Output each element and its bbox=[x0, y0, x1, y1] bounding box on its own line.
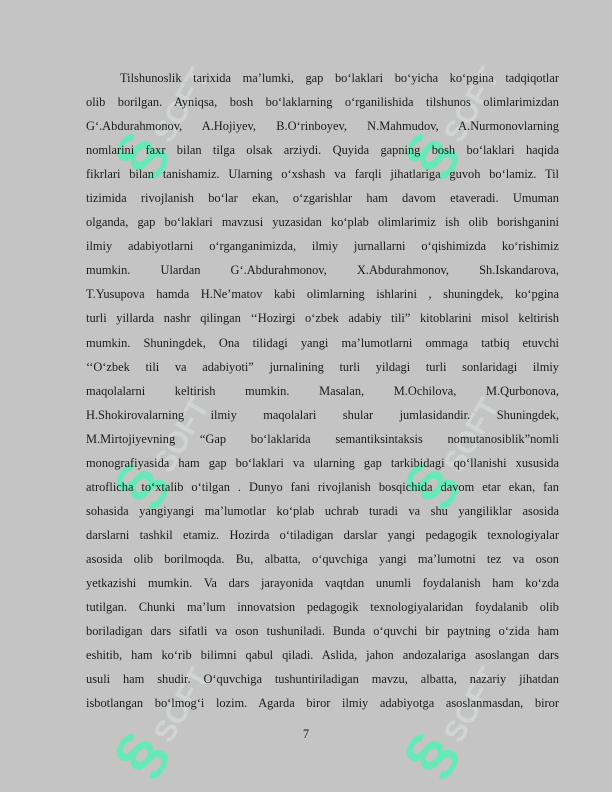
paragraph-line: turli yillarda nashr qilingan ‘‘Hozirgi o‘zbek adabiy tili” kitoblarini misol keltirish bbox=[86, 311, 559, 326]
paragraph-line: isbotlangan bo‘lmog‘i lozim. Agarda biror ilmiy adabiyotga asoslanmasdan, biror bbox=[86, 696, 559, 711]
paragraph-line: T.Yusupova hamda H.Ne’matov kabi olimlarning ishlarini , shuningdek, ko‘pgina bbox=[86, 287, 559, 302]
paragraph-line: olib borilgan. Ayniqsa, bosh bo‘laklarning o‘rganilishida tilshunos olimlarimizdan bbox=[86, 95, 559, 110]
watermark-label: SOFT bbox=[437, 392, 507, 479]
watermark-mark: § bbox=[99, 720, 180, 788]
watermark-mark: § bbox=[389, 120, 470, 188]
paragraph-line: G‘.Abdurahmonov, A.Hojiyev, B.O‘rinboyev, N.Mahmudov, A.Nurmonovlarning bbox=[86, 119, 559, 134]
watermark-mark: § bbox=[389, 450, 470, 518]
paragraph-line: fikrlari bilan tanishamiz. Ularning o‘xshash va farqli jihatlariga guvoh bo‘lamiz. Til bbox=[86, 167, 559, 182]
watermark-label: SOFT bbox=[147, 392, 217, 479]
watermark-mark: § bbox=[389, 720, 470, 788]
paragraph-line: asosida olib borilmoqda. Bu, albatta, o‘quvchiga yangi ma’lumotni tez va oson bbox=[86, 551, 559, 566]
watermark-label: SOFT bbox=[147, 62, 217, 149]
watermark-label: SOFT bbox=[437, 662, 507, 749]
watermark-mark: § bbox=[99, 120, 180, 188]
paragraph-line: M.Mirtojiyevning “Gap bo‘laklarida semantiksintaksis nomutanosiblik”nomli bbox=[86, 431, 559, 446]
paragraph-line: mumkin. Shuningdek, Ona tilidagi yangi ma’lumotlarni ommaga tatbiq etuvchi bbox=[86, 335, 559, 350]
paragraph-line: mumkin. Ulardan G‘.Abdurahmonov, X.Abdurahmonov, Sh.Iskandarova, bbox=[86, 263, 559, 278]
watermark-mark: § bbox=[99, 450, 180, 518]
watermark-label: SOFT bbox=[437, 62, 507, 149]
paragraph-line: ‘‘O‘zbek tili va adabiyoti” jurnalining turli yildagi turli sonlaridagi ilmiy bbox=[86, 359, 559, 374]
paragraph-line: atroflicha to‘xtalib o‘tilgan . Dunyo fani rivojlanish bosqichida davom etar ekan, fan bbox=[86, 479, 559, 494]
paragraph-line: nomlarini faxr bilan tilga olsak arziydi. Quyida gapning bosh bo‘laklari haqida bbox=[86, 143, 559, 158]
page-number: 7 bbox=[302, 727, 310, 741]
paragraph-line: H.Shokirovalarning ilmiy maqolalari shular jumlasidandir. Shuningdek, bbox=[86, 407, 559, 422]
paragraph-line: eshitib, ham ko‘rib bilimni qabul qiladi. Aslida, jahon andozalariga asoslangan dars bbox=[86, 648, 559, 663]
paragraph-line: tizimida rivojlanish bo‘lar ekan, o‘zgarishlar ham davom etaveradi. Umuman bbox=[86, 191, 559, 206]
body-paragraph bbox=[86, 66, 559, 715]
paragraph-line: Tilshunoslik tarixida ma’lumki, gap bo‘laklari bo‘yicha ko‘pgina tadqiqotlar bbox=[120, 71, 559, 85]
paragraph-line: boriladigan dars sifatli va oson tushuniladi. Bunda o‘quvchi bir paytning o‘zida ham bbox=[86, 624, 559, 639]
paragraph-line: maqolalarni keltirish mumkin. Masalan, M.Ochilova, M.Qurbonova, bbox=[86, 383, 559, 398]
paragraph-line: monografiyasida ham gap bo‘laklari va ularning gap tarkibidagi qo‘llanishi xususida bbox=[86, 455, 559, 470]
paragraph-line: tutilgan. Chunki ma’lum innovatsion pedagogik texnologiyalaridan foydalanib olib bbox=[86, 600, 559, 615]
paragraph-line: darslarni tashkil etamiz. Hozirda o‘tiladigan darslar yangi pedagogik texnologiyalar bbox=[86, 527, 559, 542]
paragraph-line: ilmiy adabiyotlarni o‘rganganimizda, ilmiy jurnallarni o‘qishimizda ko‘rishimiz bbox=[86, 239, 559, 254]
watermark-label: SOFT bbox=[147, 662, 217, 749]
paragraph-line: usuli ham shudir. O‘quvchiga tushuntiriladigan mavzu, albatta, nazariy jihatdan bbox=[86, 672, 559, 687]
paragraph-line: sohasida yangiyangi ma’lumotlar ko‘plab uchrab turadi va shu yangiliklar asosida bbox=[86, 503, 559, 518]
paragraph-line: olganda, gap bo‘laklari mavzusi yuzasidan ko‘plab olimlarimiz ish olib borishganini bbox=[86, 215, 559, 230]
paragraph-line: yetkazishi mumkin. Va dars jarayonida vaqtdan unumli foydalanish ham ko‘zda bbox=[86, 575, 559, 590]
